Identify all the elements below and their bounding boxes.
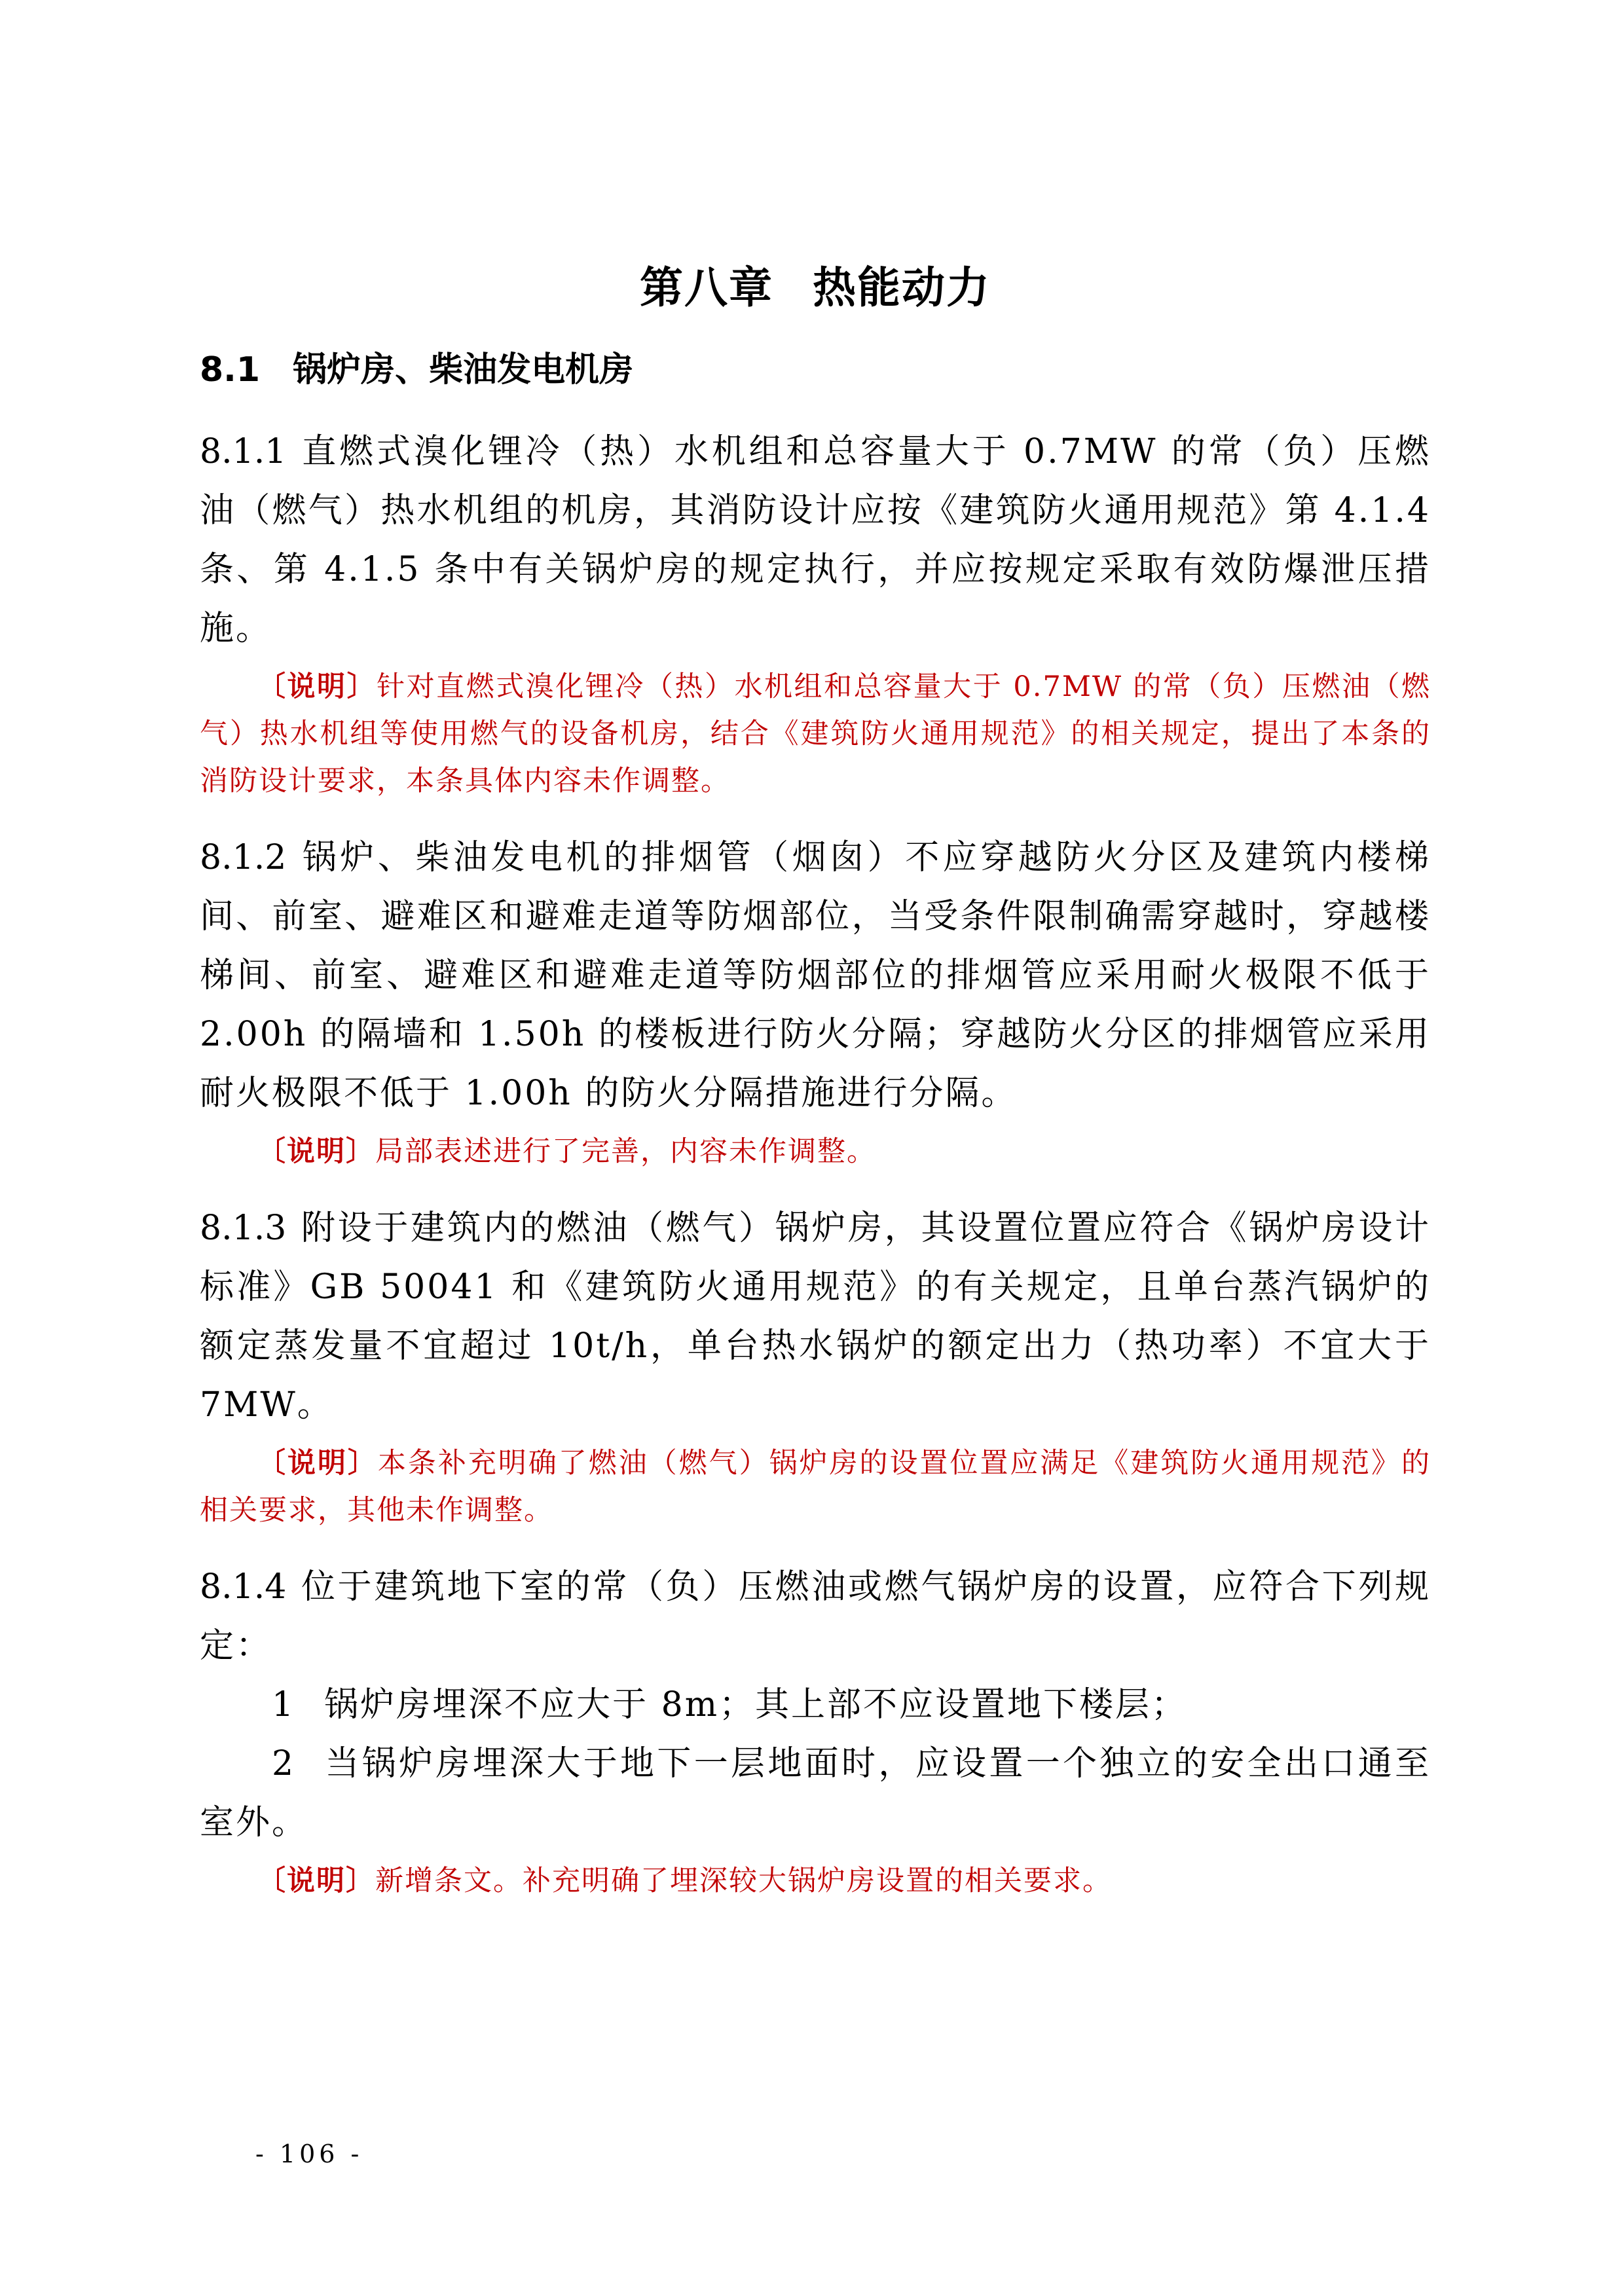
note-text: 新增条文。补充明确了埋深较大锅炉房设置的相关要求。: [375, 1865, 1112, 1897]
chapter-name: 热能动力: [813, 263, 991, 313]
section-number: 8.1: [200, 350, 261, 390]
clause-text: 锅炉、柴油发电机的排烟管（烟囱）不应穿越防火分区及建筑内楼梯间、前室、避难区和避难走道等防烟部位，当受条件限制确需穿越时，穿越楼梯间、前室、避难区和避难走道等防烟部位的排烟管应采用耐火极限不低于 2.00h 的隔墙和 1.50h 的楼板进行防火分隔；穿越防火分区的排烟管应采用耐火极限不低于 1.00h 的防火分隔措施进行分隔。: [200, 838, 1431, 1113]
clause-text: 附设于建筑内的燃油（燃气）锅炉房，其设置位置应符合《锅炉房设计标准》GB 50041 和《建筑防火通用规范》的有关规定，且单台蒸汽锅炉的额定蒸发量不宜超过 10t/h，单台热水锅炉的额定出力（热功率）不宜大于 7MW。: [200, 1209, 1431, 1425]
note-text: 局部表述进行了完善，内容未作调整。: [375, 1135, 876, 1168]
item-number: 1: [272, 1685, 296, 1724]
section-title: [200, 344, 1431, 396]
item-number: 2: [272, 1744, 296, 1783]
clause-text: 直燃式溴化锂冷（热）水机组和总容量大于 0.7MW 的常（负）压燃油（燃气）热水机组的机房，其消防设计应按《建筑防火通用规范》第 4.1.4 条、第 4.1.5 条中有关锅炉房的规定执行，并应按规定采取有效防爆泄压措施。: [200, 432, 1431, 648]
clause-note: [200, 1440, 1431, 1534]
page-content: [200, 259, 1431, 1928]
clause-number: 8.1.4: [200, 1567, 287, 1607]
clause-8-1-3: [200, 1199, 1431, 1434]
page-number: - 106 -: [255, 2140, 363, 2168]
clause-8-1-4: [200, 1558, 1431, 1675]
note-label: 〔说明〕: [257, 1865, 375, 1897]
chapter-title: [200, 259, 1431, 318]
note-label: 〔说明〕: [257, 670, 377, 703]
clause-note: [200, 1128, 1431, 1175]
clause-note: [200, 663, 1431, 805]
note-text: 针对直燃式溴化锂冷（热）水机组和总容量大于 0.7MW 的常（负）压燃油（燃气）热水机组等使用燃气的设备机房，结合《建筑防火通用规范》的相关规定，提出了本条的消防设计要求，本条具体内容未作调整。: [200, 670, 1431, 797]
clause-8-1-2: [200, 828, 1431, 1123]
item-text: 当锅炉房埋深大于地下一层地面时，应设置一个独立的安全出口通至室外。: [200, 1744, 1431, 1842]
note-label: 〔说明〕: [257, 1135, 375, 1168]
clause-text: 位于建筑地下室的常（负）压燃油或燃气锅炉房的设置，应符合下列规定：: [200, 1567, 1431, 1666]
chapter-number: 第八章: [640, 263, 773, 313]
list-item: [200, 1675, 1431, 1734]
clause-number: 8.1.2: [200, 838, 287, 877]
clause-number: 8.1.1: [200, 432, 287, 471]
clause-8-1-1: [200, 422, 1431, 658]
clause-note: [200, 1857, 1431, 1904]
item-text: 锅炉房埋深不应大于 8m；其上部不应设置地下楼层；: [324, 1685, 1188, 1724]
note-label: 〔说明〕: [257, 1447, 378, 1480]
list-item: [200, 1734, 1431, 1852]
note-text: 本条补充明确了燃油（燃气）锅炉房的设置位置应满足《建筑防火通用规范》的相关要求，其他未作调整。: [200, 1447, 1431, 1527]
section-name: 锅炉房、柴油发电机房: [293, 350, 634, 390]
clause-number: 8.1.3: [200, 1209, 287, 1248]
